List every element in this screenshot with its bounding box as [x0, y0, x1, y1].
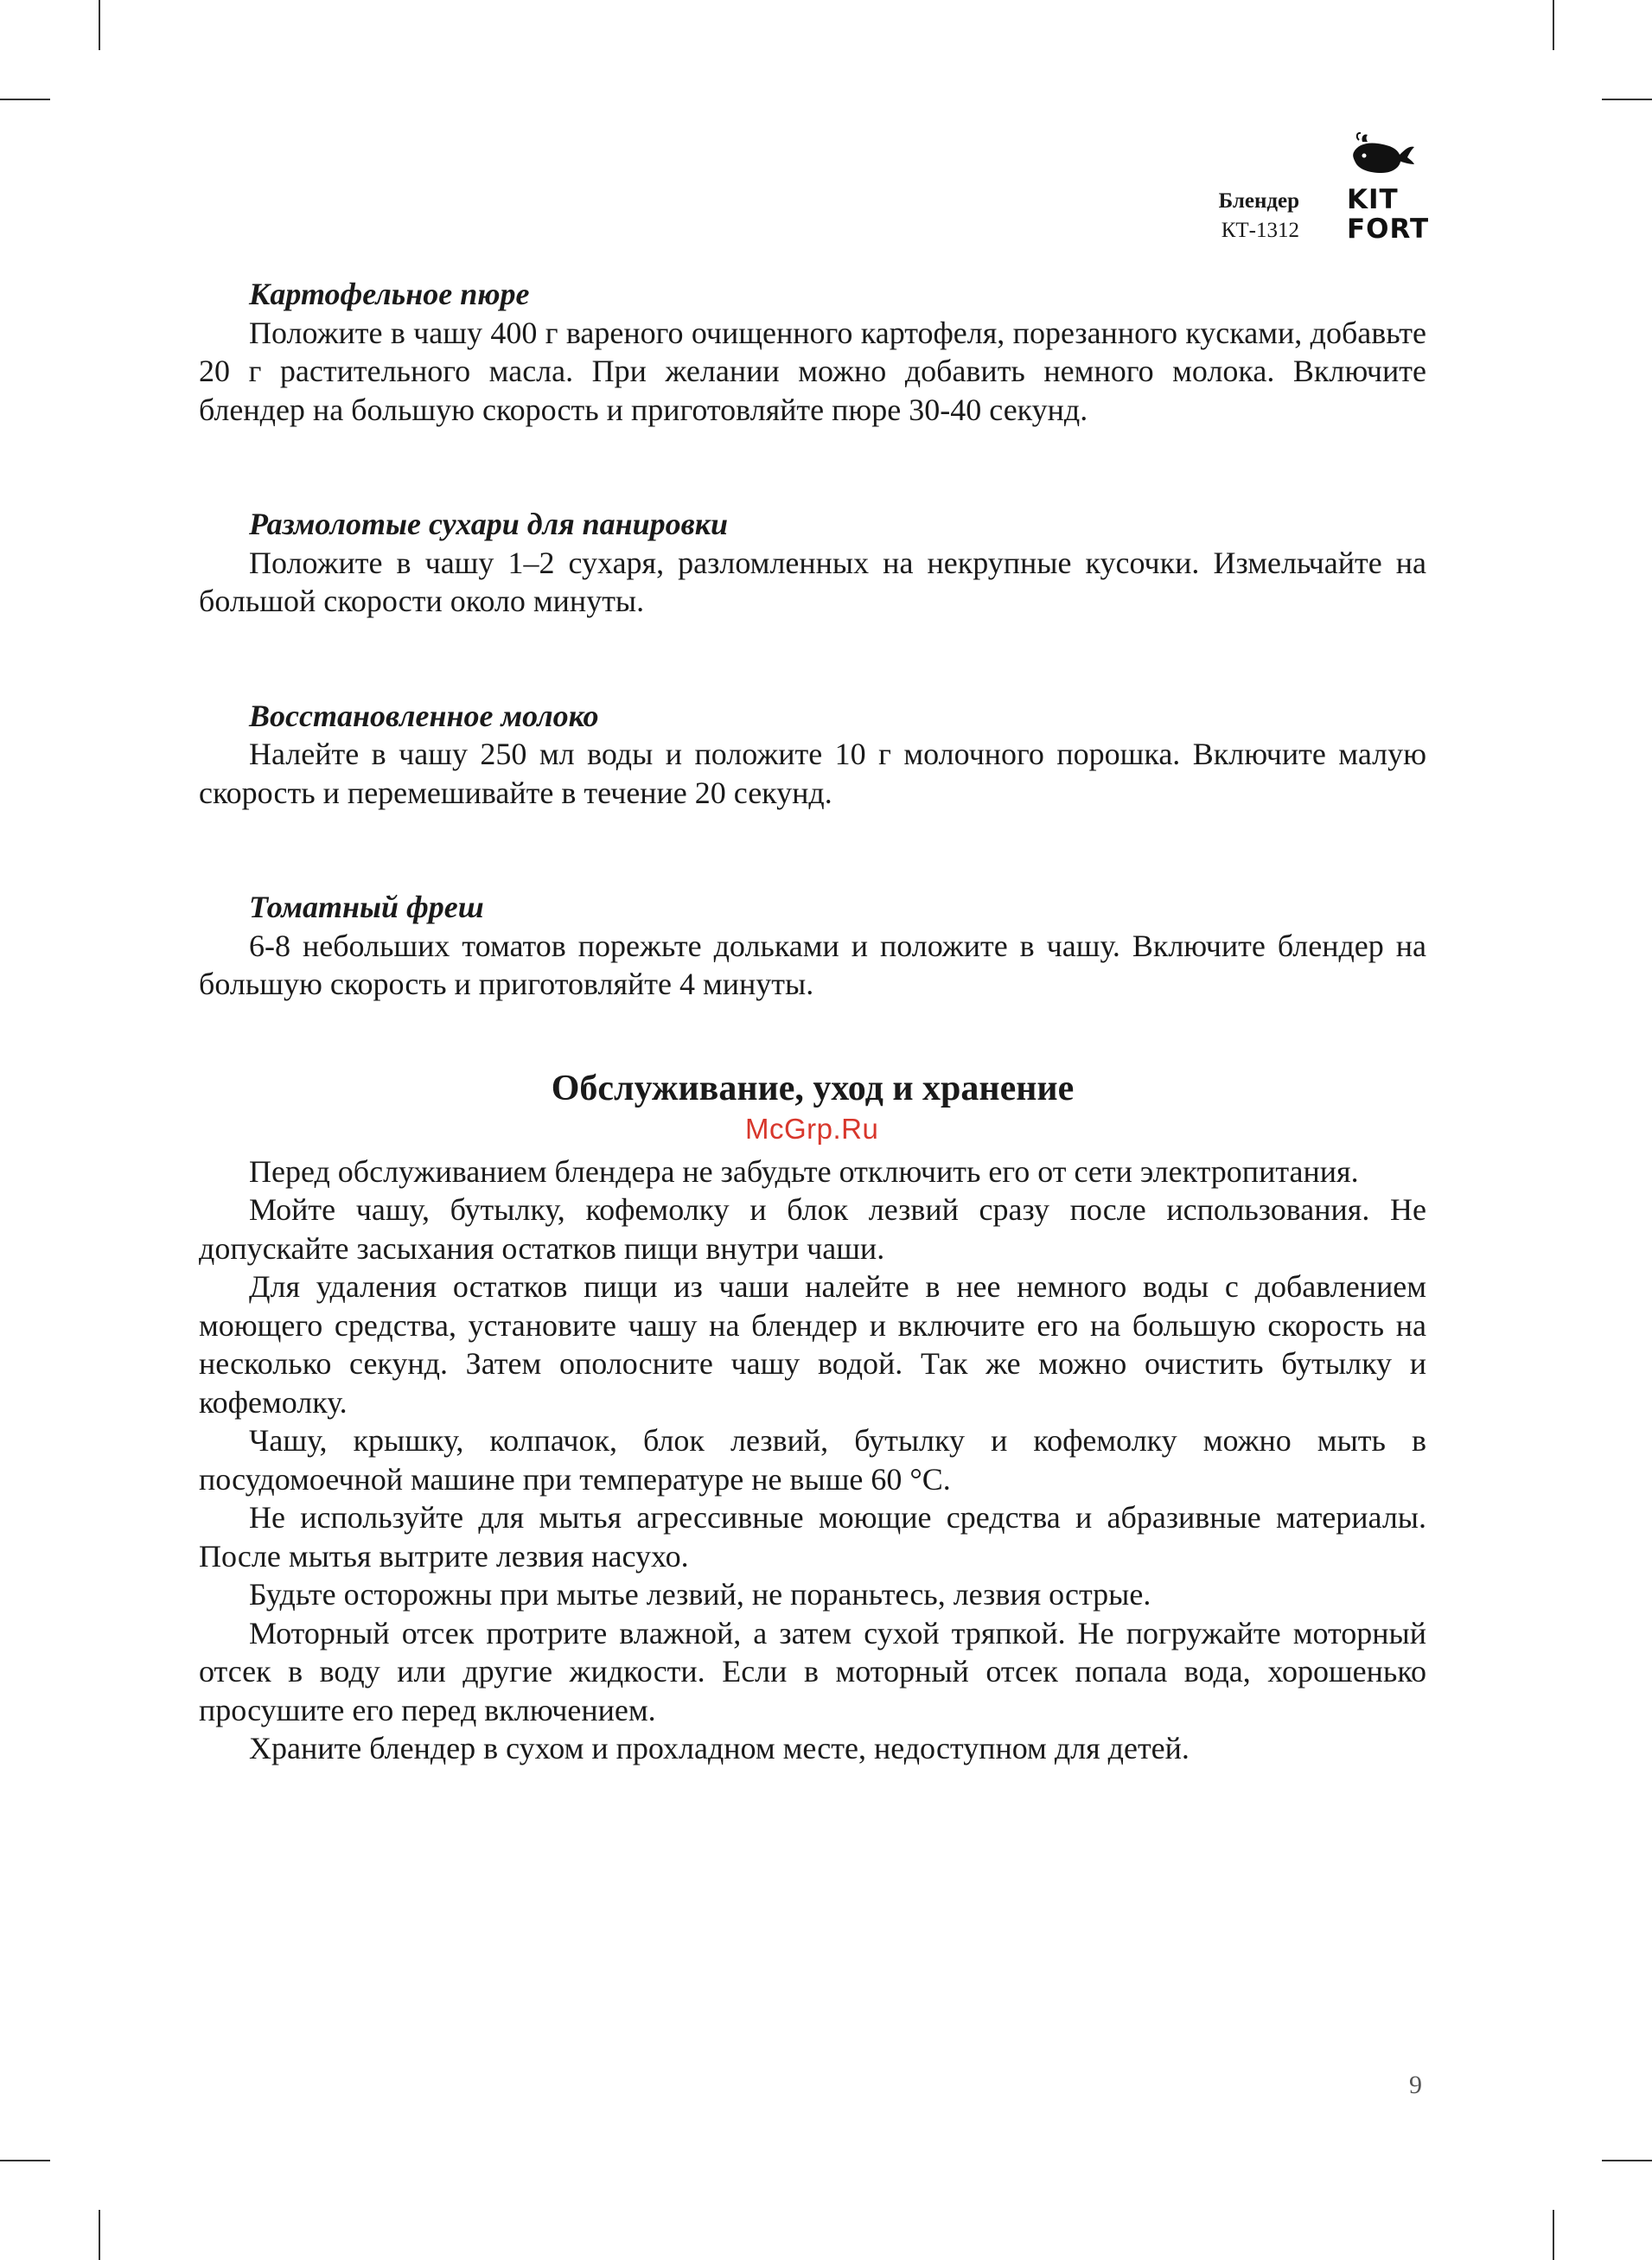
crop-mark [99, 0, 100, 50]
recipe [199, 888, 1426, 1004]
crop-mark [1553, 2210, 1554, 2260]
crop-mark [0, 2160, 50, 2161]
recipe-text: Положите в чашу 400 г вареного очищенного картофеля, порезанного кусками, добавьте 20 г растительного масла. При желании можно добавить немного молока. Включите блендер на большую скорость и приготовляйте пюре 30-40 секунд. [199, 315, 1426, 427]
page-content [199, 275, 1426, 1768]
product-model: КТ-1312 [1221, 219, 1299, 242]
page-header [1158, 130, 1444, 245]
maintenance-paragraph: Храните блендер в сухом и прохладном месте, недоступном для детей. [249, 1731, 1190, 1765]
crop-mark [1602, 99, 1652, 100]
page-number: 9 [1409, 2071, 1422, 2099]
recipe-text: Положите в чашу 1–2 сухаря, разломленных на некрупные кусочки. Измельчайте на большой скорости около минуты. [199, 545, 1426, 618]
kitfort-logo [1347, 130, 1442, 245]
maintenance-paragraph: Перед обслуживанием блендера не забудьте отключить его от сети электропитания. [249, 1153, 1359, 1189]
maintenance-paragraph: Мойте чашу, бутылку, кофемолку и блок лезвий сразу после использования. Не допускайте засыхания остатков пищи внутри чаши. [199, 1192, 1426, 1266]
whale-icon [1347, 130, 1416, 182]
recipe [199, 505, 1426, 621]
recipe [199, 275, 1426, 429]
logo-line2: FORT [1347, 214, 1430, 245]
crop-mark [99, 2210, 100, 2260]
recipe [199, 697, 1426, 813]
watermark: McGrp.Ru [745, 1113, 879, 1145]
recipe-title: Томатный фреш [249, 890, 484, 924]
recipe-text: Налейте в чашу 250 мл воды и положите 10 г молочного порошка. Включите малую скорость и перемешивайте в течение 20 секунд. [199, 737, 1426, 810]
maintenance-paragraph: Будьте осторожны при мытье лезвий, не пораньтесь, лезвия острые. [249, 1577, 1151, 1612]
maintenance-section [199, 1152, 1426, 1768]
crop-mark [1602, 2160, 1652, 2161]
maintenance-paragraph: Не используйте для мытья агрессивные моющие средства и абразивные материалы. После мытья вытрите лезвия насухо. [199, 1500, 1426, 1574]
recipe-title: Картофельное пюре [249, 277, 530, 311]
maintenance-paragraph: Моторный отсек протрите влажной, а затем сухой тряпкой. Не погружайте моторный отсек в воду или другие жидкости. Если в моторный отсек попала вода, хорошенько просушите его перед включением. [199, 1615, 1426, 1727]
product-name: Блендер [1218, 189, 1299, 213]
recipe-title: Размолотые сухари для панировки [249, 507, 729, 541]
maintenance-paragraph: Чашу, крышку, колпачок, блок лезвий, бутылку и кофемолку можно мыть в посудомоечной машине при температуре не выше 60 °С. [199, 1423, 1426, 1497]
product-info [1219, 187, 1299, 246]
recipe-title: Восстановленное молоко [249, 698, 599, 733]
recipe-text: 6-8 небольших томатов порежьте дольками и положите в чашу. Включите блендер на большую скорость и приготовляйте 4 минуты. [199, 928, 1426, 1001]
section-title: Обслуживание, уход и хранение [551, 1068, 1075, 1108]
maintenance-paragraph: Для удаления остатков пищи из чаши налейте в нее немного воды с добавлением моющего средства, установите чашу на блендер и включите его на большую скорость на несколько секунд. Затем ополосните чашу водой. Так же можно очистить бутылку и кофемолку. [199, 1269, 1426, 1420]
logo-text [1347, 185, 1429, 244]
logo-line1: KIT [1347, 184, 1399, 215]
crop-mark [1553, 0, 1554, 50]
crop-mark [0, 99, 50, 100]
